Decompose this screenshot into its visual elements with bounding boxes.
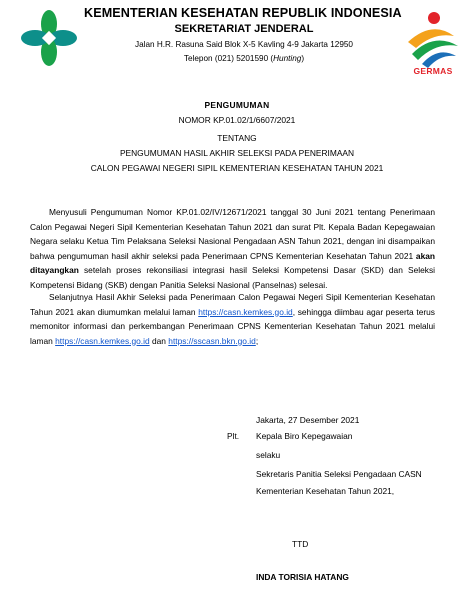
letterhead-subtitle: SEKRETARIAT JENDERAL [174, 23, 314, 35]
signature-as: selaku [256, 450, 281, 460]
announcement-number: NOMOR KP.01.02/1/6607/2021 [178, 115, 296, 125]
letterhead-phone: Telepon (021) 5201590 (Hunting) [183, 54, 305, 63]
signature-date: Jakarta, 27 Desember 2021 [256, 415, 360, 425]
letterhead-address: Jalan H.R. Rasuna Said Blok X-5 Kavling 4-9 Jakarta 12950 [134, 40, 353, 49]
sscasn-link[interactable]: https://sscasn.bkn.go.id [168, 335, 256, 346]
body-paragraph-2: Selanjutnya Hasil Akhir Seleksi pada Penerimaan Calon Pegawai Negeri Sipil Kementerian Kesehatan Tahun 2021 akan diumumkan melalui laman https://casn.kemkes.go.id, sehingga diimbau agar peserta terus memonitor informasi dan perkembangan Penerimaan CPNS Kementerian Kesehatan Tahun 2021 melalui laman https://casn.kemkes.go.id dan https://sscasn.bkn.go.id; [30, 292, 435, 346]
signatory-name: INDA TORISIA HATANG [256, 572, 349, 582]
casn-link[interactable]: https://casn.kemkes.go.id [198, 306, 293, 317]
announcement-heading: PENGUMUMAN [204, 100, 270, 110]
signature-role-line2: Kementerian Kesehatan Tahun 2021, [256, 486, 395, 496]
announcement-subject-line2: CALON PEGAWAI NEGERI SIPIL KEMENTERIAN KESEHATAN TAHUN 2021 [90, 163, 384, 173]
germas-label: GERMAS [413, 66, 453, 76]
signature-plt: Plt. [227, 431, 240, 441]
body-paragraph-1: Menyusuli Pengumuman Nomor KP.01.02/IV/12671/2021 tanggal 30 Juni 2021 tentang Penerimaan Calon Pegawai Negeri Sipil Kementerian Kesehatan Tahun 2021 dan surat Plt. Kepala Badan Kepegawaian Negara selaku Ketua Tim Pelaksana Seleksi Nasional Pengadaan ASN Tahun 2021, dengan ini disampaikan bahwa pengumuman hasil akhir seleksi pada Penerimaan CPNS Kementerian Kesehatan Tahun 2021 akan ditayangkan setelah proses rekonsiliasi integrasi hasil Seleksi Kompetensi Dasar (SKD) dan Seleksi Kompetensi Bidang (SKB) dengan Panitia Seleksi Nasional (Panselnas) selesai. [30, 207, 435, 290]
announcement-subject-line1: PENGUMUMAN HASIL AKHIR SELEKSI PADA PENERIMAAN [119, 148, 355, 158]
signature-role-line1: Sekretaris Panitia Seleksi Pengadaan CASN [256, 469, 422, 479]
letterhead-title: KEMENTERIAN KESEHATAN REPUBLIK INDONESIA [84, 6, 402, 20]
casn-link-2[interactable]: https://casn.kemkes.go.id [55, 335, 150, 346]
signature-ttd: TTD [292, 539, 309, 549]
signature-position: Kepala Biro Kepegawaian [256, 431, 353, 441]
announcement-about: TENTANG [217, 133, 257, 143]
kemenkes-logo-icon [20, 8, 78, 68]
